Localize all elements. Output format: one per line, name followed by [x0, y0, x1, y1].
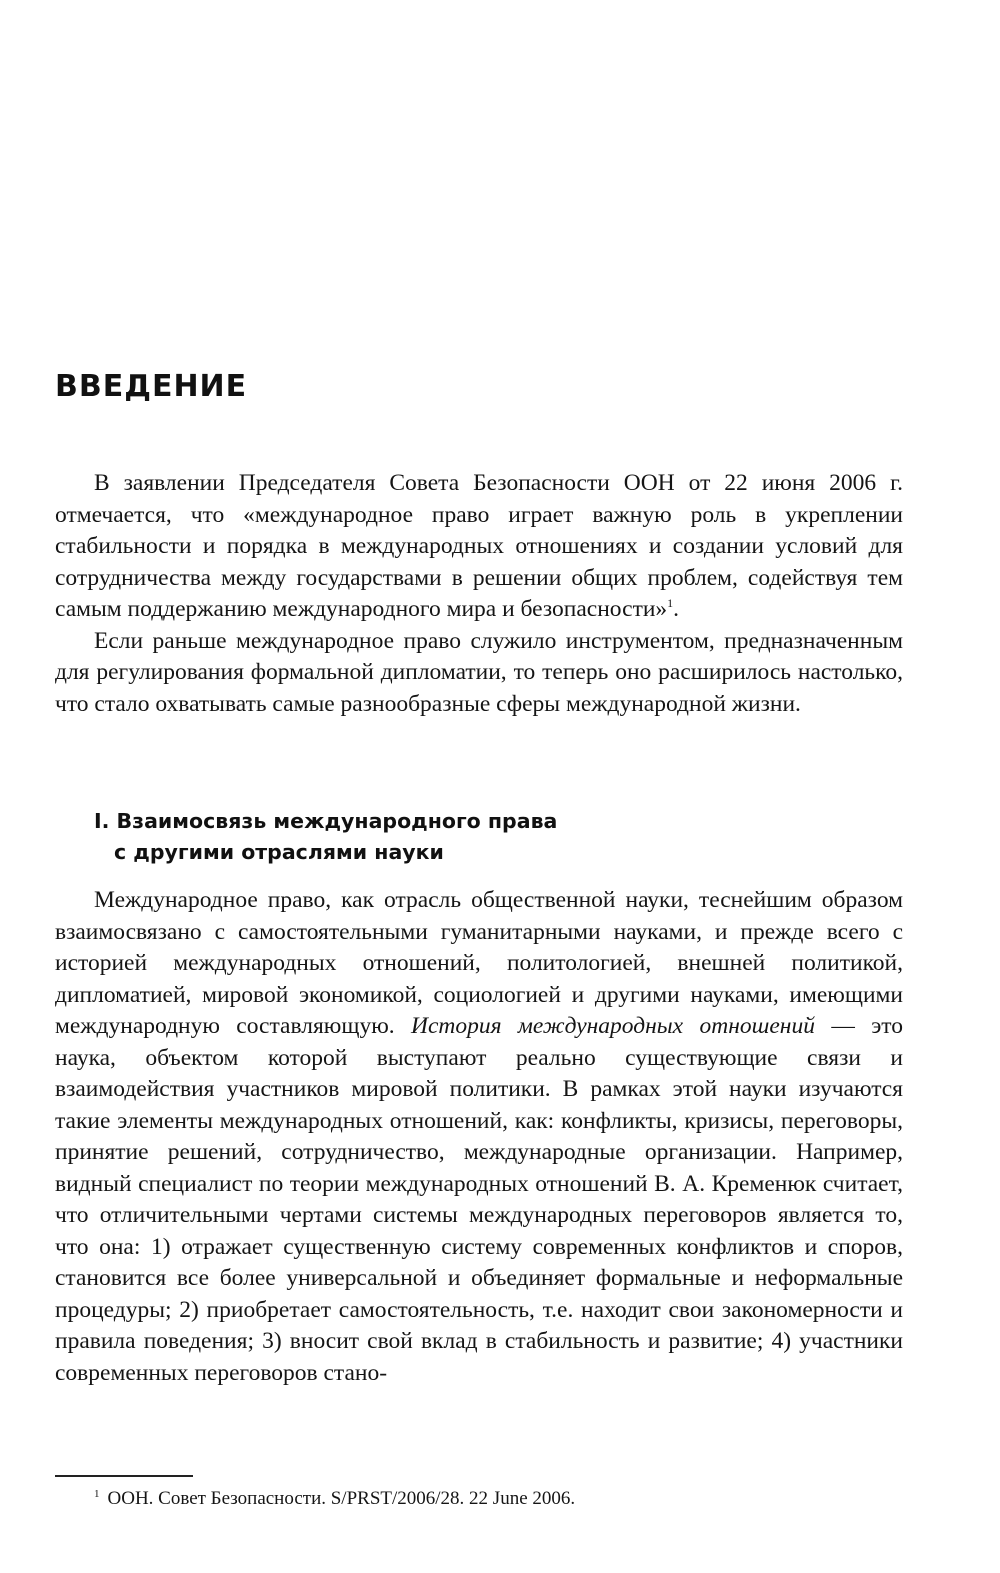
intro-block — [55, 468, 903, 720]
footnote-divider — [55, 1475, 193, 1477]
intro-paragraph-1 — [55, 468, 903, 626]
section-paragraph-1-rest: — это наука, объектом которой выступают реально существующие связи и взаимодействия участников мировой политики. В рамках этой науки изучаются такие элементы международных отношений, как: конфликты, кризисы, переговоры, принятие решений, сотрудничество, международные организации. Например, видный специалист по теории международных отношений В. А. Кременюк считает, что отличительными чертами системы международных переговоров является то, что она: 1) отражает существенную систему современных конфликтов и споров, становится все более универсальной и объединяет формальные и неформальные процедуры; 2) приобретает самостоятельность, т.е. находит свои закономерности и правила поведения; 3) вносит свой вклад в стабильность и развитие; 4) участники современных переговоров стано- — [55, 1013, 903, 1386]
section-body — [55, 885, 903, 1389]
section-heading — [94, 806, 557, 868]
footnote-reference[interactable]: 1 — [667, 596, 674, 611]
chapter-title: ВВЕДЕНИЕ — [55, 369, 248, 404]
intro-paragraph-2: Если раньше международное право служило инструментом, предназначенным для регулирования формальной дипломатии, то теперь оно расширилось настолько, что стало охватывать самые разнообразные сферы международной жизни. — [55, 627, 903, 717]
footnote-text: ООН. Совет Безопасности. S/PRST/2006/28. 22 June 2006. — [107, 1488, 576, 1509]
intro-paragraph-1-end: . — [673, 596, 680, 622]
intro-paragraph-1-text: В заявлении Председателя Совета Безопасности ООН от 22 июня 2006 г. отмечается, что «международное право играет важную роль в укреплении стабильности и порядка в международных отношениях и создании условий для сотрудничества между государствами в решении общих проблем, содействуя тем самым поддержанию международного мира и безопасности» — [55, 470, 903, 622]
defined-term: История международных отношений — [411, 1013, 815, 1039]
section-heading-line-2: с другими отраслями науки — [114, 840, 444, 864]
footnote-number: 1 — [94, 1487, 100, 1500]
footnote — [94, 1486, 575, 1512]
section-paragraph-1-start: Международное право, как отрасль общественной науки, теснейшим образом взаимосвязано с самостоятельными гуманитарными науками, и прежде всего с историей международных отношений, политологией, внешней политикой, дипломатией, мировой экономикой, социологией и другими науками, имеющими международную составляющую. — [55, 887, 903, 1039]
section-heading-line-1: I. Взаимосвязь международного права — [94, 809, 558, 833]
section-paragraph-1 — [55, 885, 903, 1389]
